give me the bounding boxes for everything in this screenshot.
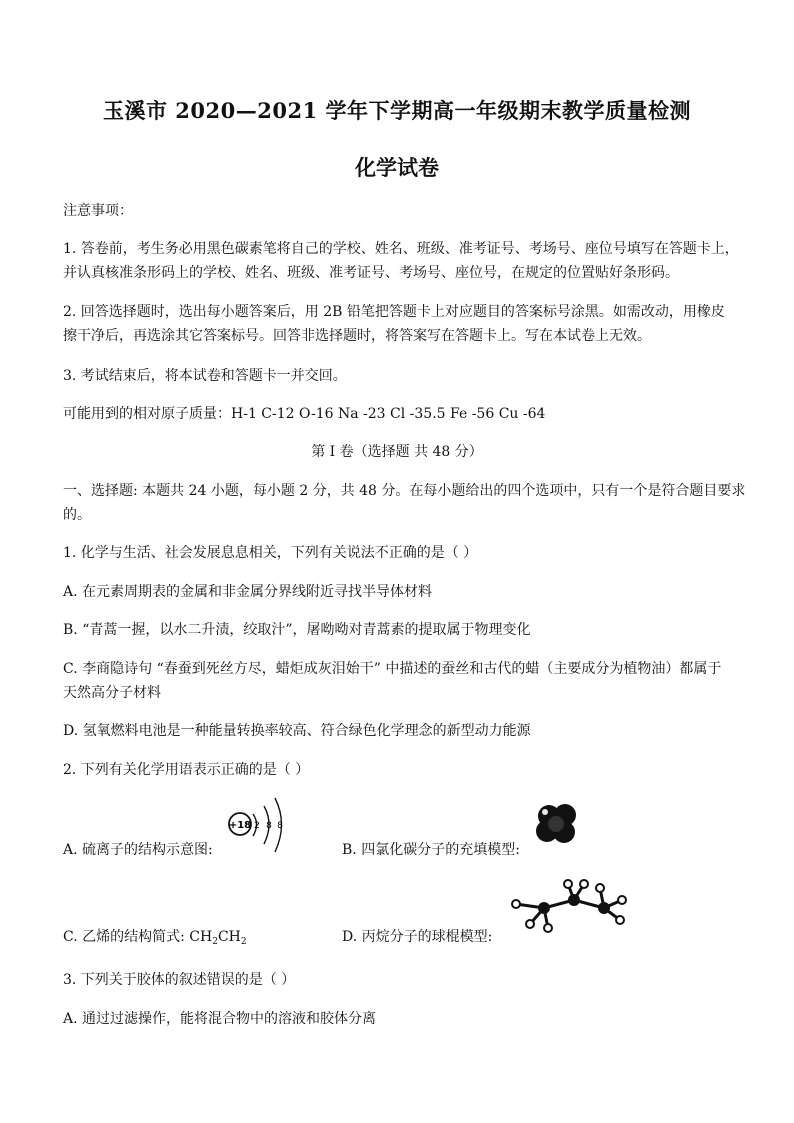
question-2-stem: 2. 下列有关化学用语表示正确的是（ ）: [63, 762, 310, 778]
question-1-option-d: D. 氢氧燃料电池是一种能量转换率较高、符合绿色化学理念的新型动力能源: [63, 723, 531, 739]
propane-ball-and-stick-model: [508, 878, 630, 936]
section-intro-line-2: 的。: [63, 507, 91, 523]
page-title: 玉溪市 2020—2021 学年下学期高一年级期末教学质量检测: [102, 98, 691, 123]
atomic-masses: 可能用到的相对原子质量：H-1 C-12 O-16 Na -23 Cl -35.5 Fe -56 Cu -64: [63, 406, 546, 422]
ccl4-space-filling-model: [532, 800, 582, 848]
carbon-atom-3: [598, 902, 610, 914]
highlight: [542, 809, 548, 815]
note-3: 3. 考试结束后，将本试卷和答题卡一并交回。: [63, 368, 347, 384]
note-1-line-2: 并认真核准条形码上的学校、姓名、班级、准考证号、考场号、座位号，在规定的位置贴好条形码。: [63, 265, 679, 281]
page-subtitle: 化学试卷: [355, 155, 439, 180]
carbon-atom-1: [538, 902, 550, 914]
question-2-option-a: A. 硫离子的结构示意图:: [63, 842, 213, 858]
option-c-prefix: C. 乙烯的结构简式: CH: [63, 929, 213, 945]
notes-heading: 注意事项：: [63, 203, 133, 219]
question-1-option-c-line-1: C. 李商隐诗句 “春蚕到死丝方尽，蜡炬成灰泪始干” 中描述的蚕丝和古代的蜡（主要成分为植物油）都属于: [63, 661, 722, 677]
question-2-option-d: D. 丙烷分子的球棍模型:: [342, 929, 493, 945]
c-atom: [548, 816, 564, 832]
question-2-option-b: B. 四氯化碳分子的充填模型:: [342, 842, 520, 858]
shell-electrons-1: 2: [254, 821, 260, 831]
question-1-option-a: A. 在元素周期表的金属和非金属分界线附近寻找半导体材料: [63, 584, 433, 600]
note-2-line-2: 擦干净后，再选涂其它答案标号。回答非选择题时，将答案写在答题卡上。写在本试卷上无效。: [63, 328, 651, 344]
question-2-option-c: [63, 925, 247, 954]
question-1-stem: 1. 化学与生活、社会发展息息相关，下列有关说法不正确的是（ ）: [63, 545, 478, 561]
sulfide-ion-structure-diagram: [224, 796, 296, 856]
section-heading: 第 I 卷（选择题 共 48 分）: [311, 444, 483, 460]
question-1-option-c-line-2: 天然高分子材料: [63, 685, 161, 701]
option-c-middle: CH: [217, 929, 241, 945]
note-2-line-1: 2. 回答选择题时，选出每小题答案后，用 2B 铅笔把答题卡上对应题目的答案标号涂黑。如需改动，用橡皮: [63, 304, 725, 320]
shell-electrons-2: 8: [266, 821, 272, 831]
question-3-option-a: A. 通过过滤操作，能将混合物中的溶液和胶体分离: [63, 1011, 377, 1027]
question-1-option-b: B. “青蒿一握，以水二升渍，绞取汁”，屠呦呦对青蒿素的提取属于物理变化: [63, 622, 531, 638]
option-c-subscript-2: 2: [240, 937, 247, 947]
shell-electrons-3: 8: [277, 821, 283, 831]
section-intro-line-1: 一、选择题: 本题共 24 小题，每小题 2 分，共 48 分。在每小题给出的四个选项中，只有一个是符合题目要求: [63, 483, 746, 499]
option-c-subscript-1: 2: [212, 937, 218, 947]
nucleus-charge: +18: [228, 820, 252, 831]
carbon-atom-2: [568, 894, 580, 906]
note-1-line-1: 1. 答卷前，考生务必用黑色碳素笔将自己的学校、姓名、班级、准考证号、考场号、座位号填写在答题卡上，: [63, 241, 739, 257]
question-3-stem: 3. 下列关于胶体的叙述错误的是（ ）: [63, 972, 296, 988]
